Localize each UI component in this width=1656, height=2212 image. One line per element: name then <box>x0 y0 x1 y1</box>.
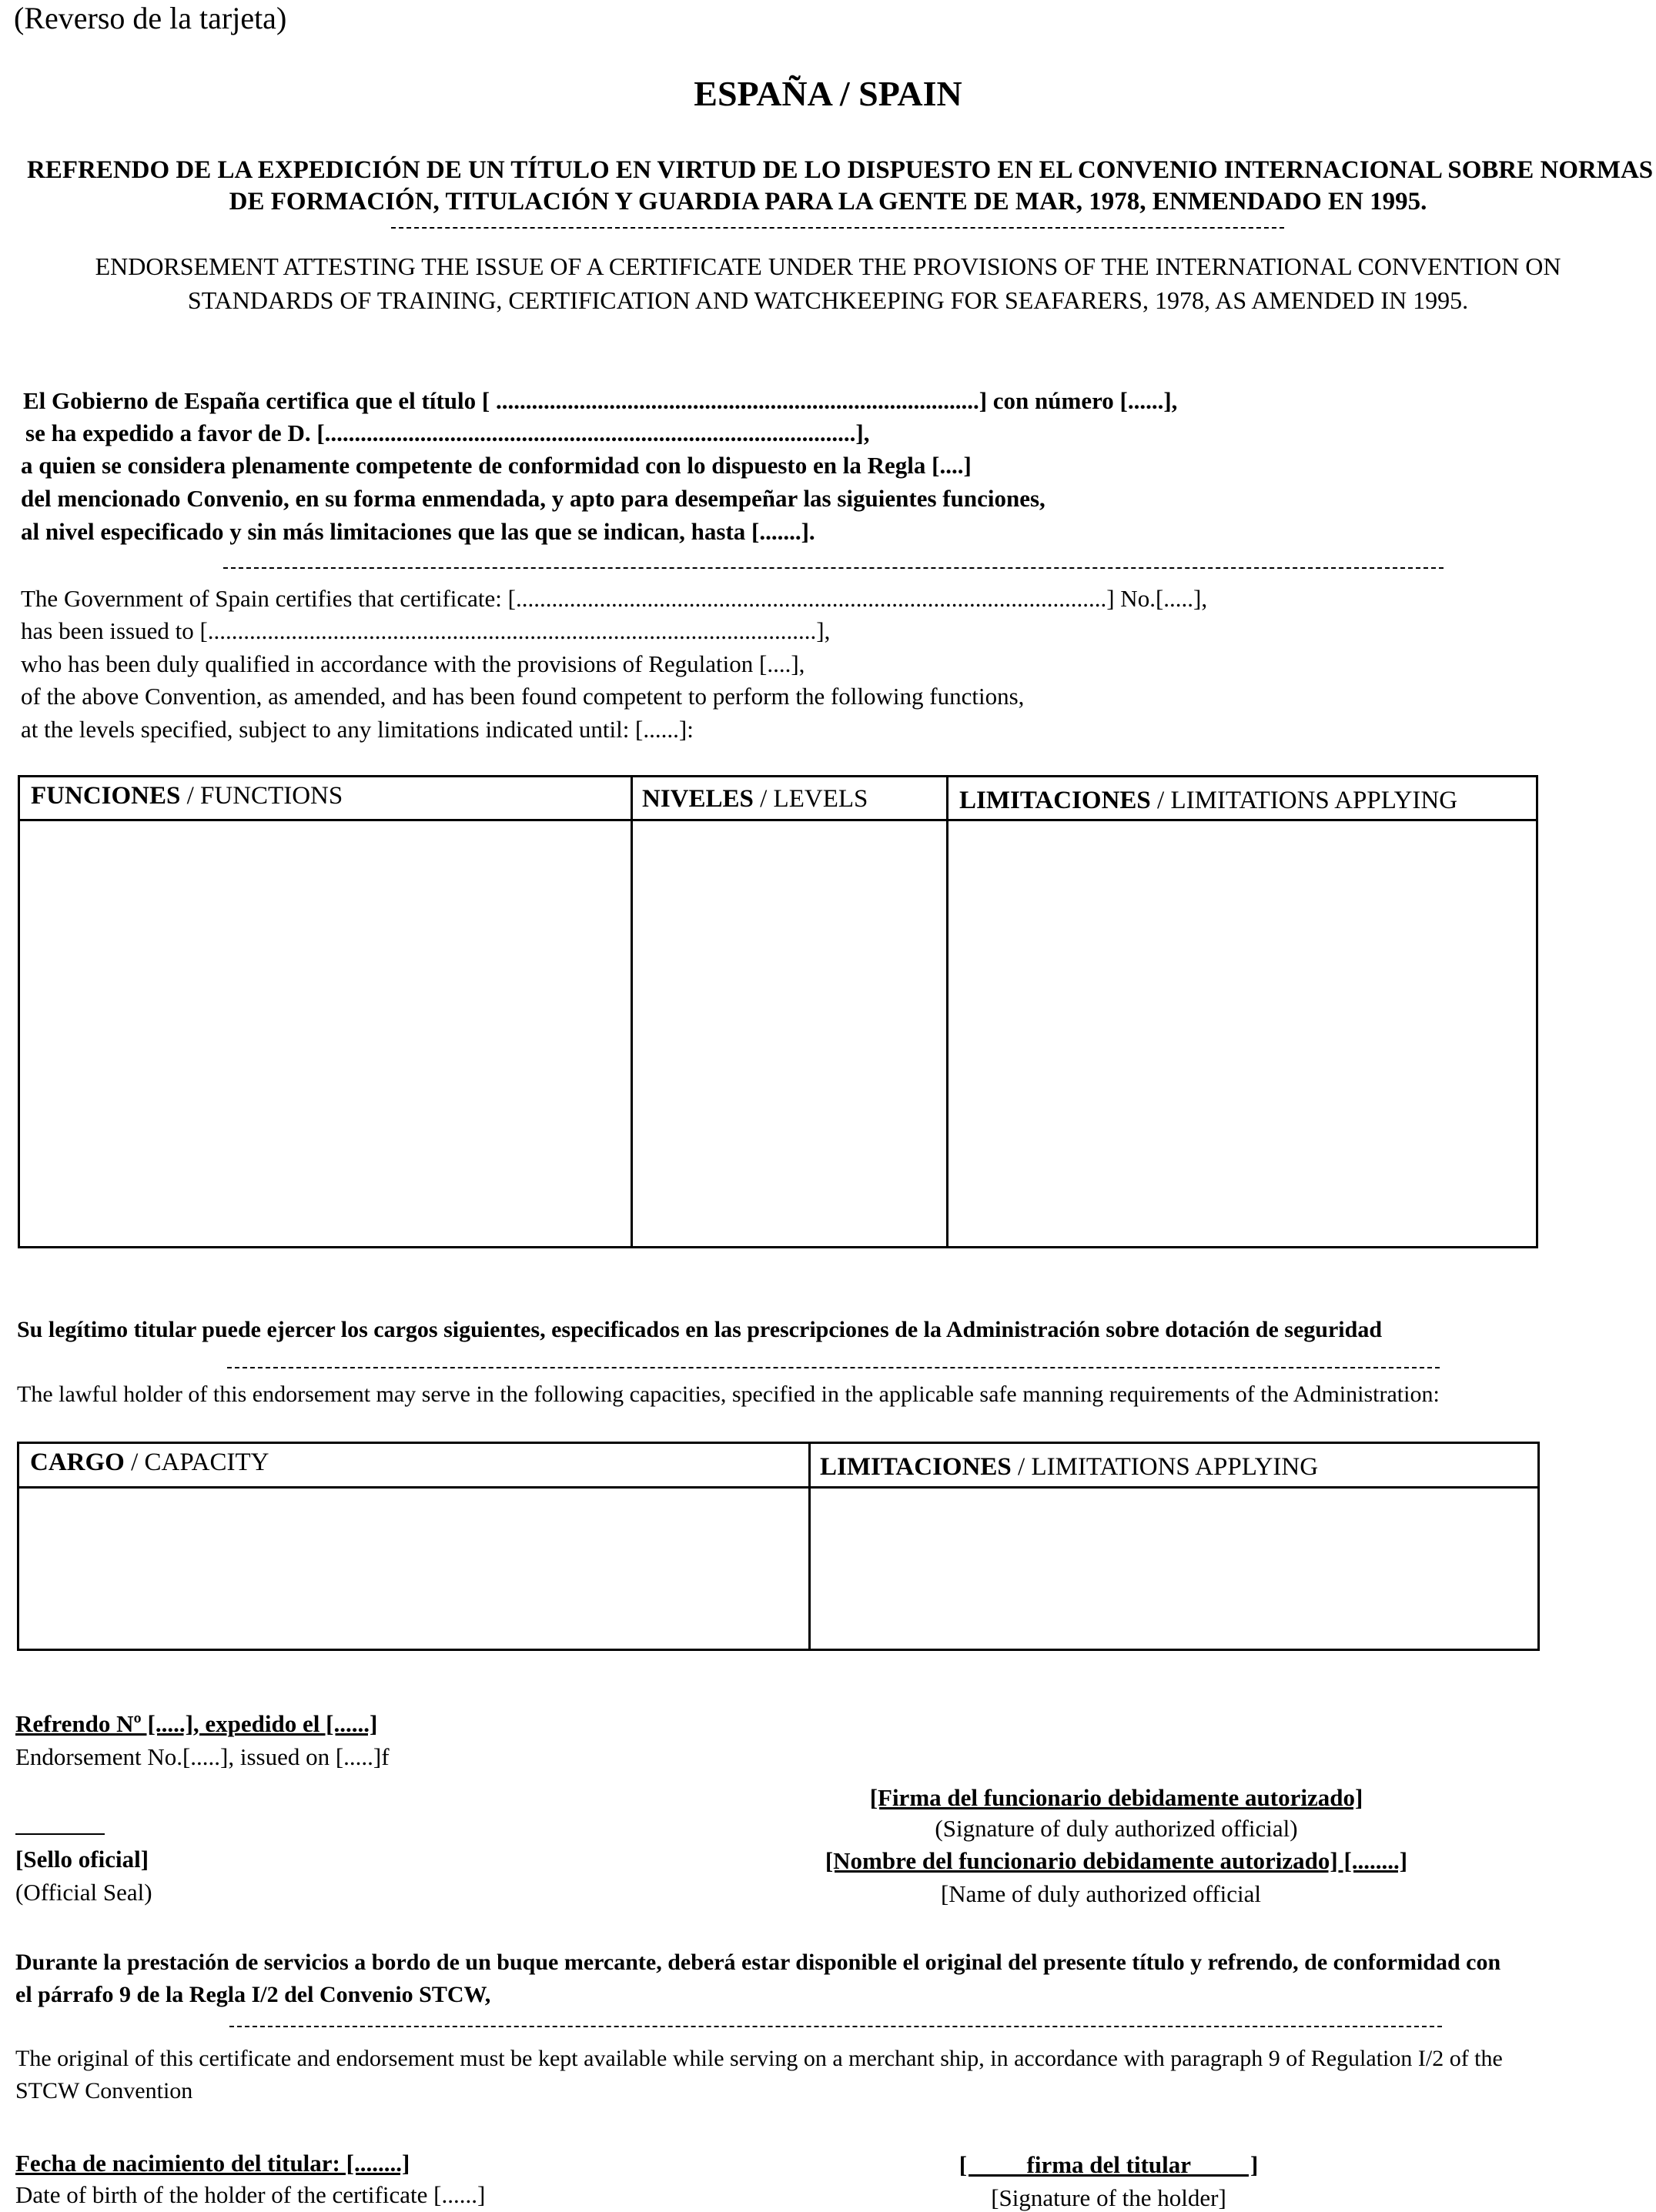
capacity-column-header: CARGO / CAPACITY <box>30 1448 269 1476</box>
cert-es-line2: se ha expedido a favor de D. [.........................................................................................], <box>25 419 870 446</box>
cert-es-line5: al nivel especificado y sin más limitaciones que las que se indican, hasta [.......]. <box>21 518 815 545</box>
official-signature-en: (Signature of duly authorized official) <box>935 1815 1298 1842</box>
official-signature-es: [Firma del funcionario debidamente autorizado] <box>869 1784 1363 1811</box>
cert-en-line3: who has been duly qualified in accordance with the provisions of Regulation [....], <box>21 650 805 677</box>
official-seal-en: (Official Seal) <box>15 1879 152 1906</box>
endorsement-number-es: Refrendo Nº [.....], expedido el [......] <box>15 1710 378 1737</box>
holder-dob-en: Date of birth of the holder of the certificate [......] <box>15 2181 486 2208</box>
holder-signature-en: [Signature of the holder] <box>991 2184 1226 2211</box>
divider <box>229 2026 1442 2027</box>
capacities-table <box>17 1442 1540 1651</box>
table-header-rule <box>20 819 1536 821</box>
seal-rule <box>15 1833 105 1835</box>
capacities-statement-en: The lawful holder of this endorsement may serve in the following capacities, specified in the applicable safe manning requirements of the Administration: <box>17 1382 1440 1407</box>
title-es-line1: REFRENDO DE LA EXPEDICIÓN DE UN TÍTULO EN VIRTUD DE LO DISPUESTO EN EL CONVENIO INTERNACIONAL SOBRE NORMAS <box>27 156 1654 184</box>
column-divider <box>631 777 633 1246</box>
cert-en-line4: of the above Convention, as amended, and has been found competent to perform the following functions, <box>21 683 1025 710</box>
table-header-rule <box>19 1486 1537 1489</box>
cert-en-line5: at the levels specified, subject to any limitations indicated until: [......]: <box>21 716 694 743</box>
country-title: ESPAÑA / SPAIN <box>694 74 962 113</box>
official-name-es: [Nombre del funcionario debidamente autorizado] [........] <box>825 1847 1408 1874</box>
notice-es-line1: Durante la prestación de servicios a bordo de un buque mercante, deberá estar disponible el original del presente título y refrendo, de conformidad con <box>15 1950 1501 1975</box>
notice-en-line2: STCW Convention <box>15 2078 193 2103</box>
cert-es-line1: El Gobierno de España certifica que el título [ .................................................................................] con número [......], <box>23 387 1178 414</box>
cert-en-line2: has been issued to [......................................................................................................], <box>21 617 831 644</box>
endorsement-number-en: Endorsement No.[.....], issued on [.....]f <box>15 1743 390 1770</box>
divider <box>391 227 1284 229</box>
functions-column-header: FUNCIONES / FUNCTIONS <box>31 782 343 810</box>
holder-dob-es: Fecha de nacimiento del titular: [........] <box>15 2150 410 2177</box>
holder-signature-es: [ firma del titular ] <box>958 2151 1259 2178</box>
cert-es-line3: a quien se considera plenamente competente de conformidad con lo dispuesto en la Regla [....] <box>21 452 972 479</box>
divider <box>227 1367 1440 1368</box>
title-es-line2: DE FORMACIÓN, TITULACIÓN Y GUARDIA PARA LA GENTE DE MAR, 1978, ENMENDADO EN 1995. <box>229 188 1427 216</box>
official-name-en: [Name of duly authorized official <box>940 1880 1262 1907</box>
reverse-note: (Reverso de la tarjeta) <box>14 1 287 35</box>
cert-en-line1: The Government of Spain certifies that certificate: [...................................................................................................] No.[.....], <box>21 585 1208 612</box>
title-en-line2: STANDARDS OF TRAINING, CERTIFICATION AND WATCHKEEPING FOR SEAFARERS, 1978, AS AMENDED IN 1995. <box>187 286 1469 314</box>
column-divider <box>808 1444 811 1649</box>
notice-es-line2: el párrafo 9 de la Regla I/2 del Convenio STCW, <box>15 1982 491 2007</box>
divider <box>223 567 1444 569</box>
functions-table <box>18 775 1538 1248</box>
limitations-column-header: LIMITACIONES / LIMITATIONS APPLYING <box>959 787 1458 814</box>
official-seal-es: [Sello oficial] <box>15 1846 149 1873</box>
column-divider <box>946 777 948 1246</box>
capacities-statement-es: Su legítimo titular puede ejercer los cargos siguientes, especificados en las prescripciones de la Administración sobre dotación de seguridad <box>17 1317 1383 1342</box>
levels-column-header: NIVELES / LEVELS <box>642 785 868 813</box>
notice-en-line1: The original of this certificate and endorsement must be kept available while serving on a merchant ship, in accordance with paragraph 9 of Regulation I/2 of the <box>15 2046 1503 2071</box>
cert-es-line4: del mencionado Convenio, en su forma enmendada, y apto para desempeñar las siguientes funciones, <box>21 485 1045 512</box>
title-en-line1: ENDORSEMENT ATTESTING THE ISSUE OF A CERTIFICATE UNDER THE PROVISIONS OF THE INTERNATIONAL CONVENTION ON <box>95 252 1561 280</box>
limitations-column-header: LIMITACIONES / LIMITATIONS APPLYING <box>820 1453 1319 1481</box>
